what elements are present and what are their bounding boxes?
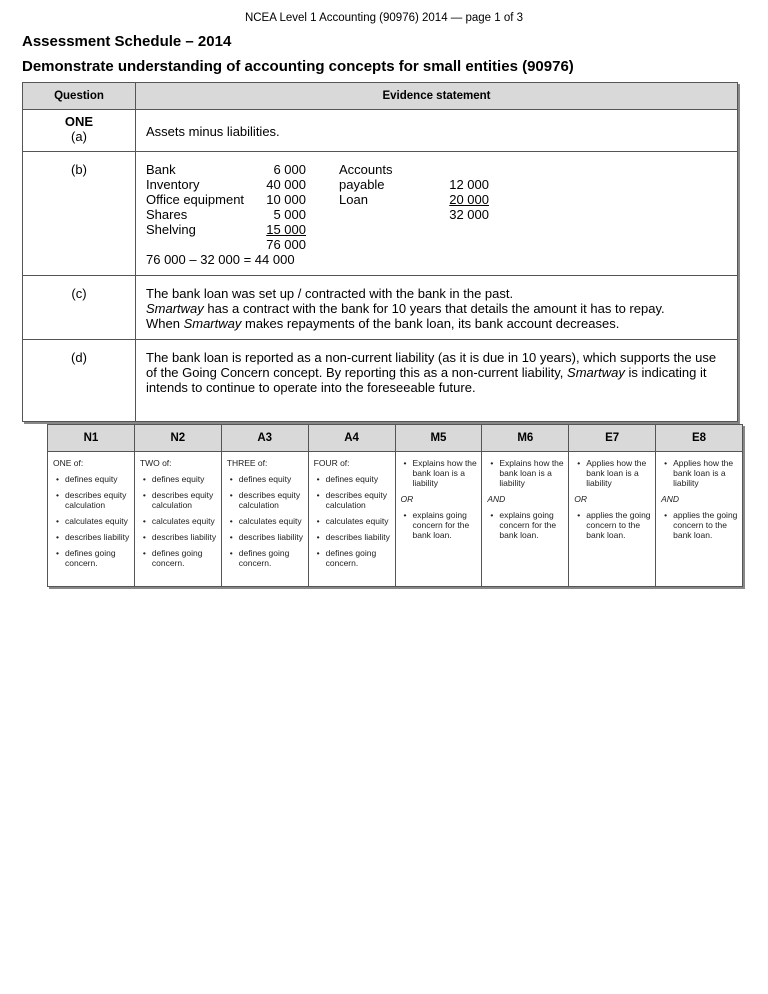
asset-label: Shares [146, 207, 188, 222]
criterion: • defines going concern. [53, 548, 130, 568]
question-number: ONE [64, 114, 94, 129]
grade-cell [221, 452, 308, 587]
asset-label: Shelving [146, 222, 196, 237]
question-part: (c) [23, 276, 136, 340]
criterion: • explains going concern for the bank loan. [401, 510, 478, 540]
row-d [23, 340, 738, 422]
answer-text: makes repayments of the bank loan, its bank account decreases. [241, 316, 620, 331]
page-header: NCEA Level 1 Accounting (90976) 2014 — page 1 of 3 [244, 12, 524, 24]
page-title: Assessment Schedule – 2014 [22, 33, 232, 50]
answer-line [146, 301, 729, 316]
grade-header: M5 [395, 425, 482, 452]
grade-intro: FOUR of: [313, 458, 350, 468]
criterion: • calculates equity [314, 516, 391, 526]
connector: AND [487, 494, 506, 504]
criterion: • describes liability [53, 532, 130, 542]
grade-header: N2 [134, 425, 221, 452]
grade-header: E8 [656, 425, 743, 452]
grade-cell [482, 452, 569, 587]
criterion: • describes liability [227, 532, 304, 542]
answer-text: The bank loan is reported as a non-current liability (as it is due in 10 years), which supports the use of the Going Concern concept. By reporting this as a non-current liability, [146, 350, 717, 380]
asset-amount: 15 000 [266, 222, 306, 237]
grade-intro: THREE of: [226, 458, 268, 468]
asset-amount: 10 000 [266, 192, 306, 207]
criterion: • describes liability [140, 532, 217, 542]
grade-cell [308, 452, 395, 587]
evidence-table [22, 82, 738, 422]
row-b [23, 152, 738, 276]
answer-text: When [146, 316, 184, 331]
asset-label: Bank [146, 162, 176, 177]
criterion: • applies the going concern to the bank loan. [661, 510, 738, 540]
grade-cell [48, 452, 135, 587]
answer-line [146, 316, 729, 331]
criterion: • explains going concern for the bank loan. [487, 510, 564, 540]
grade-intro: TWO of: [139, 458, 172, 468]
criterion: • Explains how the bank loan is a liability [487, 458, 564, 488]
answer-line: The bank loan was set up / contracted with the bank in the past. [146, 286, 514, 301]
criterion: • defines equity [227, 474, 304, 484]
liabilities-total: 32 000 [449, 207, 489, 222]
answer-text: is indicating it intends to continue to operate into the foreseeable future. [146, 365, 707, 395]
question-header: Question [23, 83, 136, 110]
grade-header: A3 [221, 425, 308, 452]
row-a [23, 110, 738, 152]
grade-header: E7 [569, 425, 656, 452]
entity-name: Smartway [183, 316, 242, 331]
liability-label: Loan [339, 192, 368, 207]
grade-header: A4 [308, 425, 395, 452]
asset-amount: 40 000 [266, 177, 306, 192]
asset-label: Office equipment [146, 192, 245, 207]
criterion: • describes equity calculation [314, 490, 391, 510]
asset-row [146, 222, 729, 237]
criterion: • describes equity calculation [140, 490, 217, 510]
liability-row [339, 162, 489, 192]
criterion: • describes equity calculation [53, 490, 130, 510]
equity-calculation: 76 000 – 32 000 = 44 000 [146, 252, 295, 267]
criterion: • calculates equity [140, 516, 217, 526]
criterion: • defines going concern. [227, 548, 304, 568]
criterion: • describes liability [314, 532, 391, 542]
liability-label: Accounts payable [339, 162, 393, 192]
question-part: (a) [71, 129, 87, 144]
asset-label: Inventory [146, 177, 200, 192]
criterion: • defines equity [314, 474, 391, 484]
entity-name: Smartway [567, 365, 625, 380]
connector: OR [574, 494, 587, 504]
criterion: • defines going concern. [314, 548, 391, 568]
answer-text: Assets minus liabilities. [146, 124, 280, 139]
asset-amount: 5 000 [273, 207, 306, 222]
criterion: • Applies how the bank loan is a liability [574, 458, 651, 488]
grade-header: N1 [48, 425, 135, 452]
question-part: (d) [23, 340, 136, 422]
grade-header: M6 [482, 425, 569, 452]
grade-intro: ONE of: [53, 458, 84, 468]
answer-text: has a contract with the bank for 10 years that details the amount it has to repay. [203, 301, 665, 316]
question-part: (b) [23, 152, 136, 276]
row-c [23, 276, 738, 340]
liability-amount: 20 000 [449, 192, 489, 207]
page-subtitle: Demonstrate understanding of accounting concepts for small entities (90976) [22, 58, 574, 75]
asset-amount: 6 000 [273, 162, 306, 177]
criterion: • applies the going concern to the bank loan. [574, 510, 651, 540]
criterion: • describes equity calculation [227, 490, 304, 510]
judgement-table [47, 424, 743, 587]
connector: AND [661, 494, 680, 504]
criterion: • calculates equity [53, 516, 130, 526]
entity-name: Smartway [146, 301, 204, 316]
assets-total: 76 000 [266, 237, 306, 252]
criterion: • defines equity [140, 474, 217, 484]
criterion: • calculates equity [227, 516, 304, 526]
criterion: • defines going concern. [140, 548, 217, 568]
grade-cell [395, 452, 482, 587]
grade-cell [656, 452, 743, 587]
criterion: • defines equity [53, 474, 130, 484]
liability-amount: 12 000 [449, 177, 489, 192]
criterion: • Explains how the bank loan is a liability [401, 458, 478, 488]
liability-row [339, 192, 489, 207]
evidence-header: Evidence statement [136, 83, 738, 110]
grade-cell [134, 452, 221, 587]
connector: OR [400, 494, 414, 504]
grade-cell [569, 452, 656, 587]
criterion: • Applies how the bank loan is a liability [661, 458, 738, 488]
